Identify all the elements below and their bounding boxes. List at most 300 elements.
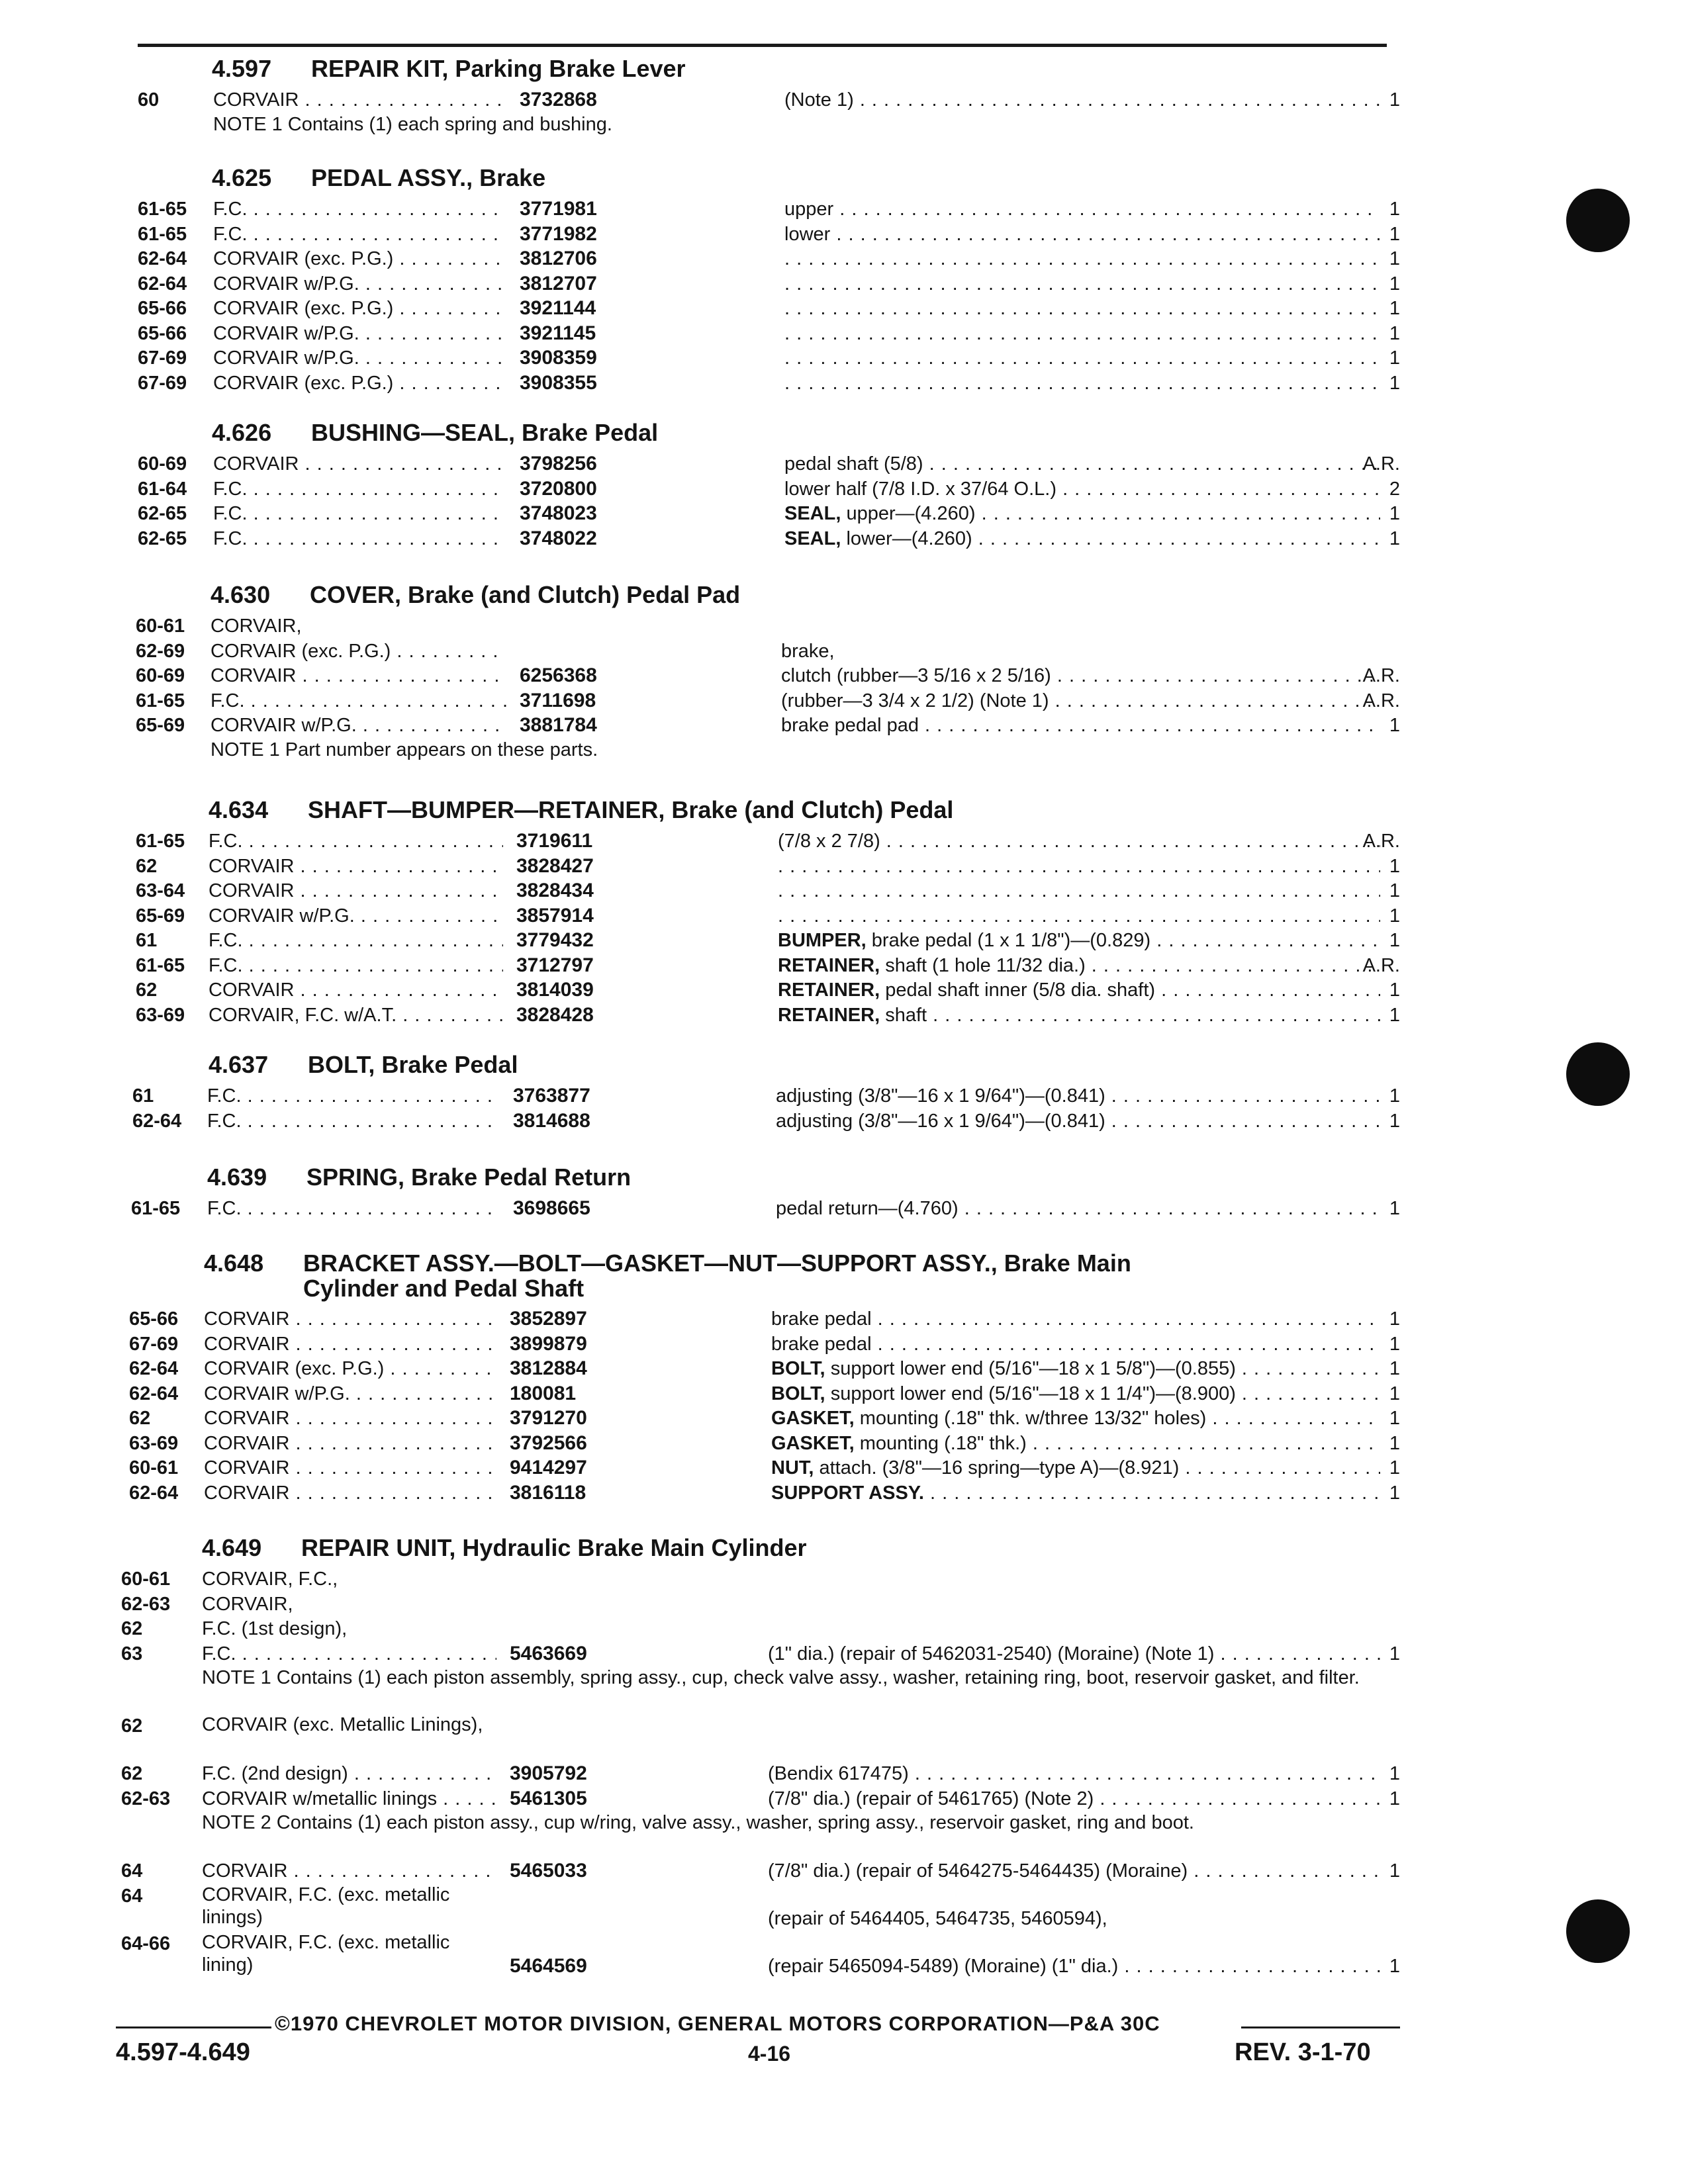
section-heading (212, 420, 658, 445)
model-application: F.C. . . . (207, 1109, 500, 1134)
quantity: 1 (1389, 979, 1400, 1001)
part-row (0, 1480, 1688, 1506)
part-number: 3881784 (520, 714, 597, 736)
part-number: 3812884 (510, 1357, 587, 1379)
model-years: 63 (121, 1643, 143, 1664)
model-application: CORVAIR (exc. Metallic Linings), (202, 1714, 483, 1735)
quantity: A.R. (1362, 954, 1400, 976)
quantity: 1 (1389, 1955, 1400, 1977)
section-heading (204, 1251, 1131, 1301)
part-row (0, 1196, 1688, 1221)
quantity: A.R. (1362, 665, 1400, 686)
model-application: F.C. . . . (211, 688, 506, 713)
note: NOTE 1 Part number appears on these parts. (211, 739, 598, 760)
part-type: RETAINER, (778, 979, 886, 1001)
section-title: COVER, Brake (and Clutch) Pedal Pad (310, 581, 741, 608)
part-description: (Bendix 617475) . . . (768, 1761, 1380, 1786)
model-application: CORVAIR w/P.G. . . . (213, 271, 506, 296)
model-years: 60-61 (121, 1569, 171, 1590)
part-number: 9414297 (510, 1457, 587, 1479)
quantity: 1 (1389, 89, 1400, 111)
part-description: brake, (781, 640, 835, 662)
model-application: CORVAIR . . . (213, 87, 506, 113)
part-row (0, 1713, 1688, 1739)
part-row (0, 1356, 1688, 1381)
model-application: F.C. . . . (213, 526, 506, 551)
model-application: CORVAIR, F.C. w/A.T. . . . (209, 1003, 503, 1028)
part-row (0, 1884, 1688, 1929)
quantity: A.R. (1362, 690, 1400, 711)
part-type: SEAL, (784, 527, 847, 549)
part-row (0, 1455, 1688, 1480)
model-years: 62 (136, 855, 158, 877)
part-number: 3816118 (510, 1481, 586, 1504)
part-type: BUMPER, (778, 930, 872, 951)
part-number: 3748022 (520, 527, 597, 549)
quantity: 1 (1389, 298, 1400, 319)
model-application: CORVAIR w/metallic linings . . . (202, 1786, 496, 1811)
model-years: 60-61 (136, 615, 185, 637)
part-number: 3812706 (520, 248, 597, 269)
part-number: 3763877 (513, 1085, 590, 1107)
model-application: F.C. . . . (213, 222, 506, 247)
part-description (784, 321, 1380, 346)
part-description: (7/8" dia.) (repair of 5464275-5464435) (Moraine) . . . (768, 1858, 1380, 1884)
part-description: brake pedal . . . (771, 1332, 1380, 1357)
part-row (0, 1592, 1688, 1617)
part-description: SEAL, upper—(4.260) . . . (784, 501, 1380, 526)
part-description: upper . . . (784, 197, 1380, 222)
part-row (0, 928, 1688, 953)
part-type: BOLT, (771, 1358, 831, 1379)
part-number: 5461305 (510, 1787, 587, 1809)
part-row (0, 1083, 1688, 1109)
part-row (0, 1641, 1688, 1666)
part-type: RETAINER, (778, 1004, 886, 1026)
part-description: (rubber—3 3/4 x 2 1/2) (Note 1) . . . (781, 688, 1380, 713)
note: NOTE 2 Contains (1) each piston assy., cup w/ring, valve assy., washer, spring assy., reservoir gasket, ring and boot. (202, 1812, 1194, 1833)
part-row (0, 1567, 1688, 1592)
quantity: A.R. (1362, 453, 1400, 475)
section-code: 4.649 (202, 1534, 262, 1561)
model-application: CORVAIR . . . (202, 1858, 496, 1884)
quantity: 1 (1389, 503, 1400, 524)
quantity: 1 (1389, 1408, 1400, 1429)
part-number: 3921144 (520, 297, 596, 319)
part-row (0, 1858, 1688, 1884)
model-years: 60-69 (138, 453, 187, 475)
model-years: 62 (136, 979, 158, 1001)
part-type: NUT, (771, 1457, 820, 1479)
footer-revision: REV. 3-1-70 (1235, 2038, 1371, 2066)
model-application: CORVAIR . . . (204, 1480, 496, 1506)
model-application: CORVAIR . . . (209, 878, 503, 903)
model-application: CORVAIR . . . (204, 1406, 496, 1431)
model-years: 64 (121, 1860, 143, 1882)
quantity: 1 (1389, 1383, 1400, 1404)
model-years: 61 (132, 1085, 154, 1107)
model-years: 62-64 (129, 1383, 179, 1404)
model-application: F.C. . . . (213, 197, 506, 222)
model-years: 65-69 (136, 905, 185, 927)
model-application: F.C. . . . (209, 953, 503, 978)
part-description (778, 878, 1380, 903)
model-application: CORVAIR . . . (204, 1431, 496, 1456)
part-row (0, 1406, 1688, 1431)
section-title: BRACKET ASSY.—BOLT—GASKET—NUT—SUPPORT ASSY., Brake Main (303, 1250, 1131, 1277)
quantity: 1 (1389, 1085, 1400, 1107)
model-application: F.C. . . . (209, 928, 503, 953)
section-heading (212, 56, 686, 81)
part-row (0, 1109, 1688, 1134)
model-years: 61 (136, 930, 158, 951)
part-number: 3852897 (510, 1308, 587, 1330)
part-number: 3828427 (516, 854, 594, 877)
section-heading (209, 797, 953, 823)
part-type: RETAINER, (778, 954, 886, 976)
part-number: 3798256 (520, 453, 597, 475)
quantity: 1 (1389, 223, 1400, 245)
model-years: 61-65 (131, 1198, 181, 1219)
part-description: SEAL, lower—(4.260) . . . (784, 526, 1380, 551)
model-years: 62 (121, 1715, 143, 1737)
model-years: 62-64 (132, 1110, 182, 1132)
model-application: F.C. . . . (209, 829, 503, 854)
part-description (784, 296, 1380, 321)
model-application: CORVAIR (exc. P.G.) . . . (211, 639, 506, 664)
model-application: CORVAIR (exc. P.G.) . . . (213, 296, 506, 321)
model-application: CORVAIR . . . (204, 1306, 496, 1332)
quantity: 1 (1389, 1482, 1400, 1504)
part-number: 3908359 (520, 347, 597, 369)
quantity: 1 (1389, 1358, 1400, 1379)
part-description: GASKET, mounting (.18" thk.) . . . (771, 1431, 1380, 1456)
part-description: (7/8 x 2 7/8) . . . (778, 829, 1380, 854)
part-number: 3719611 (516, 830, 593, 852)
model-years: 61-65 (136, 690, 185, 711)
part-description: brake pedal pad . . . (781, 713, 1380, 738)
note: NOTE 1 Contains (1) each spring and bushing. (213, 113, 612, 135)
part-description: (1" dia.) (repair of 5462031-2540) (Moraine) (Note 1) . . . (768, 1641, 1380, 1666)
part-number: 3771982 (520, 222, 597, 245)
model-years: 63-64 (136, 880, 185, 901)
model-application: CORVAIR, (202, 1593, 293, 1615)
model-application: F.C. (1st design), (202, 1618, 348, 1639)
part-row (0, 296, 1688, 321)
note: NOTE 1 Contains (1) each piston assembly, spring assy., cup, check valve assy., washer, retaining ring, boot, reservoir gasket, and filter. (202, 1667, 1360, 1688)
model-application: CORVAIR w/P.G. . . . (209, 903, 503, 929)
part-description: RETAINER, shaft . . . (778, 1003, 1380, 1028)
model-years: 62 (129, 1408, 151, 1429)
model-years: 62-64 (138, 248, 187, 269)
part-row (0, 1003, 1688, 1028)
part-number: 5464569 (510, 1954, 587, 1977)
part-number: 180081 (510, 1382, 577, 1404)
model-years: 65-66 (129, 1308, 179, 1330)
model-years: 60-69 (136, 665, 185, 686)
part-row (0, 978, 1688, 1003)
part-description: clutch (rubber—3 5/16 x 2 5/16) . . . (781, 663, 1380, 688)
model-years: 65-66 (138, 298, 187, 319)
section-heading (207, 1165, 631, 1190)
model-application: CORVAIR w/P.G. . . . (211, 713, 506, 738)
model-application: CORVAIR (exc. P.G.) . . . (204, 1356, 496, 1381)
quantity: 1 (1389, 322, 1400, 344)
quantity: 1 (1389, 715, 1400, 736)
part-row (0, 1761, 1688, 1786)
model-years: 67-69 (138, 372, 187, 394)
part-row (0, 87, 1688, 113)
model-application: CORVAIR w/P.G. . . . (213, 345, 506, 371)
quantity: 1 (1389, 1198, 1400, 1219)
part-row (0, 1931, 1688, 1977)
part-description (784, 371, 1380, 396)
model-application: F.C. . . . (207, 1083, 500, 1109)
part-row (0, 1786, 1688, 1811)
quantity: 1 (1389, 347, 1400, 369)
model-years: 67-69 (129, 1333, 179, 1355)
quantity: 1 (1389, 1763, 1400, 1784)
part-description: BUMPER, brake pedal (1 x 1 1/8")—(0.829) . . . (778, 928, 1380, 953)
model-years: 62-65 (138, 503, 187, 524)
quantity: 1 (1389, 855, 1400, 877)
section-heading (211, 582, 740, 608)
section-code: 4.597 (212, 55, 272, 82)
part-description: lower half (7/8 I.D. x 37/64 O.L.) . . . (784, 477, 1380, 502)
part-description: lower . . . (784, 222, 1380, 247)
part-description: brake pedal . . . (771, 1306, 1380, 1332)
section-title: SPRING, Brake Pedal Return (306, 1163, 632, 1191)
model-years: 61-65 (138, 223, 187, 245)
part-number: 3828434 (516, 880, 594, 901)
model-years: 62-64 (129, 1482, 179, 1504)
part-description: pedal return—(4.760) . . . (776, 1196, 1380, 1221)
part-description: RETAINER, shaft (1 hole 11/32 dia.) . . . (778, 953, 1380, 978)
part-row (0, 639, 1688, 664)
model-years: 60-61 (129, 1457, 179, 1479)
part-description: NUT, attach. (3/8"—16 spring—type A)—(8.921) . . . (771, 1455, 1380, 1480)
model-application: CORVAIR (exc. P.G.) . . . (213, 246, 506, 271)
model-application: CORVAIR . . . (209, 978, 503, 1003)
part-row (0, 1306, 1688, 1332)
model-years: 65-69 (136, 715, 185, 736)
part-row (0, 829, 1688, 854)
quantity: 1 (1389, 905, 1400, 927)
quantity: 1 (1389, 1432, 1400, 1454)
part-description: (repair of 5464405, 5464735, 5460594), (768, 1907, 1107, 1929)
model-years: 60 (138, 89, 160, 111)
part-number: 3828428 (516, 1003, 594, 1026)
model-years: 61-65 (136, 831, 185, 852)
part-row (0, 1381, 1688, 1406)
part-row (0, 1616, 1688, 1641)
part-number: 5465033 (510, 1860, 587, 1882)
part-row (0, 477, 1688, 502)
part-number: 3698665 (513, 1197, 590, 1219)
part-type: BOLT, (771, 1383, 831, 1404)
quantity: 1 (1389, 248, 1400, 269)
model-years: 64-66 (121, 1933, 171, 1954)
part-row (0, 614, 1688, 639)
part-row (0, 953, 1688, 978)
model-application: F.C. . . . (213, 501, 506, 526)
quantity: 1 (1389, 1457, 1400, 1479)
part-row (0, 713, 1688, 738)
footer-page-number: 4-16 (748, 2042, 791, 2066)
model-application: F.C. . . . (213, 477, 506, 502)
part-description (778, 903, 1380, 929)
model-years: 61-65 (136, 954, 185, 976)
part-row (0, 663, 1688, 688)
part-description: RETAINER, pedal shaft inner (5/8 dia. shaft) . . . (778, 978, 1380, 1003)
model-application: CORVAIR, (211, 615, 302, 637)
quantity: 1 (1389, 273, 1400, 295)
part-number: 3711698 (520, 689, 596, 711)
section-code: 4.648 (204, 1250, 264, 1277)
part-description: adjusting (3/8"—16 x 1 9/64")—(0.841) . . . (776, 1109, 1380, 1134)
section-code: 4.639 (207, 1163, 267, 1191)
part-row (0, 688, 1688, 713)
part-number: 3899879 (510, 1332, 587, 1355)
section-title: REPAIR UNIT, Hydraulic Brake Main Cylinder (301, 1534, 807, 1561)
part-description (784, 246, 1380, 271)
part-number: 3748023 (520, 502, 597, 524)
part-row (0, 1332, 1688, 1357)
part-number: 3814039 (516, 979, 594, 1001)
model-years: 65-66 (138, 322, 187, 344)
section-title: SHAFT—BUMPER—RETAINER, Brake (and Clutch) Pedal (308, 796, 954, 823)
quantity: 1 (1389, 527, 1400, 549)
footer-rule-left (116, 2026, 271, 2028)
model-years: 62-64 (138, 273, 187, 295)
model-application: CORVAIR . . . (211, 663, 506, 688)
part-description (784, 271, 1380, 296)
top-rule (138, 44, 1387, 47)
part-number: 3779432 (516, 929, 594, 951)
part-row (0, 451, 1688, 477)
part-description: (7/8" dia.) (repair of 5461765) (Note 2) . . . (768, 1786, 1380, 1811)
part-type: GASKET, (771, 1432, 860, 1454)
quantity: A.R. (1362, 831, 1400, 852)
quantity: 1 (1389, 1110, 1400, 1132)
model-application: CORVAIR, F.C. (exc. metallic lining) (202, 1931, 450, 1976)
part-description: (repair 5465094-5489) (Moraine) (1" dia.) . . . (768, 1954, 1380, 1979)
part-row (0, 222, 1688, 247)
model-application: CORVAIR (exc. P.G.) . . . (213, 371, 506, 396)
model-years: 62-63 (121, 1788, 171, 1809)
part-number: 3712797 (516, 954, 594, 976)
part-row (0, 878, 1688, 903)
part-description: GASKET, mounting (.18" thk. w/three 13/32" holes) . . . (771, 1406, 1380, 1431)
part-number: 3814688 (513, 1109, 590, 1132)
quantity: 1 (1389, 930, 1400, 951)
part-description (771, 1480, 1380, 1506)
model-application: CORVAIR, F.C., (202, 1569, 338, 1590)
quantity: 1 (1389, 1004, 1400, 1026)
section-heading (212, 165, 545, 191)
section-title: BOLT, Brake Pedal (308, 1051, 518, 1078)
part-row (0, 271, 1688, 296)
model-years: 61-65 (138, 199, 187, 220)
section-code: 4.626 (212, 419, 272, 446)
quantity: 1 (1389, 1308, 1400, 1330)
quantity: 1 (1389, 1333, 1400, 1355)
model-application: CORVAIR . . . (209, 854, 503, 879)
section-title: REPAIR KIT, Parking Brake Lever (311, 55, 686, 82)
model-application: CORVAIR, F.C. (exc. metallic linings) (202, 1884, 450, 1928)
part-row (0, 197, 1688, 222)
section-code: 4.637 (209, 1051, 269, 1078)
section-title: BUSHING—SEAL, Brake Pedal (311, 419, 659, 446)
model-years: 63-69 (129, 1432, 179, 1454)
part-description (784, 345, 1380, 371)
part-description: pedal shaft (5/8) . . . (784, 451, 1380, 477)
part-description: BOLT, support lower end (5/16"—18 x 1 5/8")—(0.855) . . . (771, 1356, 1380, 1381)
part-row (0, 371, 1688, 396)
quantity: 1 (1389, 1860, 1400, 1882)
part-description: BOLT, support lower end (5/16"—18 x 1 1/4")—(8.900) . . . (771, 1381, 1380, 1406)
model-years: 62-69 (136, 640, 185, 662)
part-number: 3771981 (520, 198, 597, 220)
part-number: 3732868 (520, 89, 597, 111)
quantity: 1 (1389, 1788, 1400, 1809)
quantity: 1 (1389, 199, 1400, 220)
model-application: F.C. . . . (202, 1641, 496, 1666)
section-title: PEDAL ASSY., Brake (311, 164, 546, 191)
model-years: 62 (121, 1618, 143, 1639)
part-number: 3720800 (520, 477, 597, 500)
part-description (778, 854, 1380, 879)
part-number: 3921145 (520, 322, 596, 344)
model-application: CORVAIR . . . (204, 1332, 496, 1357)
part-row (0, 501, 1688, 526)
part-description: adjusting (3/8"—16 x 1 9/64")—(0.841) . . . (776, 1083, 1380, 1109)
part-row (0, 903, 1688, 929)
model-application: CORVAIR w/P.G. . . . (204, 1381, 496, 1406)
part-number: 3908355 (520, 371, 597, 394)
part-row (0, 854, 1688, 879)
part-description: (Note 1) . . . (784, 87, 1380, 113)
quantity: 1 (1389, 372, 1400, 394)
section-title-continued: Cylinder and Pedal Shaft (303, 1275, 585, 1302)
model-application: F.C. (2nd design) . . . (202, 1761, 496, 1786)
model-application: F.C. . . . (207, 1196, 500, 1221)
part-row (0, 321, 1688, 346)
part-number: 3791270 (510, 1407, 587, 1429)
part-type: SUPPORT ASSY. (771, 1482, 924, 1504)
part-number: 3792566 (510, 1432, 587, 1454)
model-years: 67-69 (138, 347, 187, 369)
part-number: 5463669 (510, 1642, 587, 1664)
quantity: 2 (1389, 478, 1400, 500)
model-years: 64 (121, 1885, 143, 1907)
section-heading (209, 1052, 518, 1077)
part-number: 6256368 (520, 664, 597, 686)
model-years: 62-64 (129, 1358, 179, 1379)
part-type: GASKET, (771, 1408, 860, 1429)
model-application: CORVAIR w/P.G. . . . (213, 321, 506, 346)
part-row (0, 246, 1688, 271)
section-code: 4.630 (211, 581, 271, 608)
part-number: 3812707 (520, 272, 597, 295)
part-row (0, 526, 1688, 551)
model-years: 61-64 (138, 478, 187, 500)
quantity: 1 (1389, 880, 1400, 901)
part-number: 3905792 (510, 1762, 587, 1784)
model-years: 62-63 (121, 1593, 171, 1615)
model-application: CORVAIR . . . (204, 1455, 496, 1480)
footer-copyright: ©1970 CHEVROLET MOTOR DIVISION, GENERAL MOTORS CORPORATION—P&A 30C (275, 2012, 1160, 2035)
